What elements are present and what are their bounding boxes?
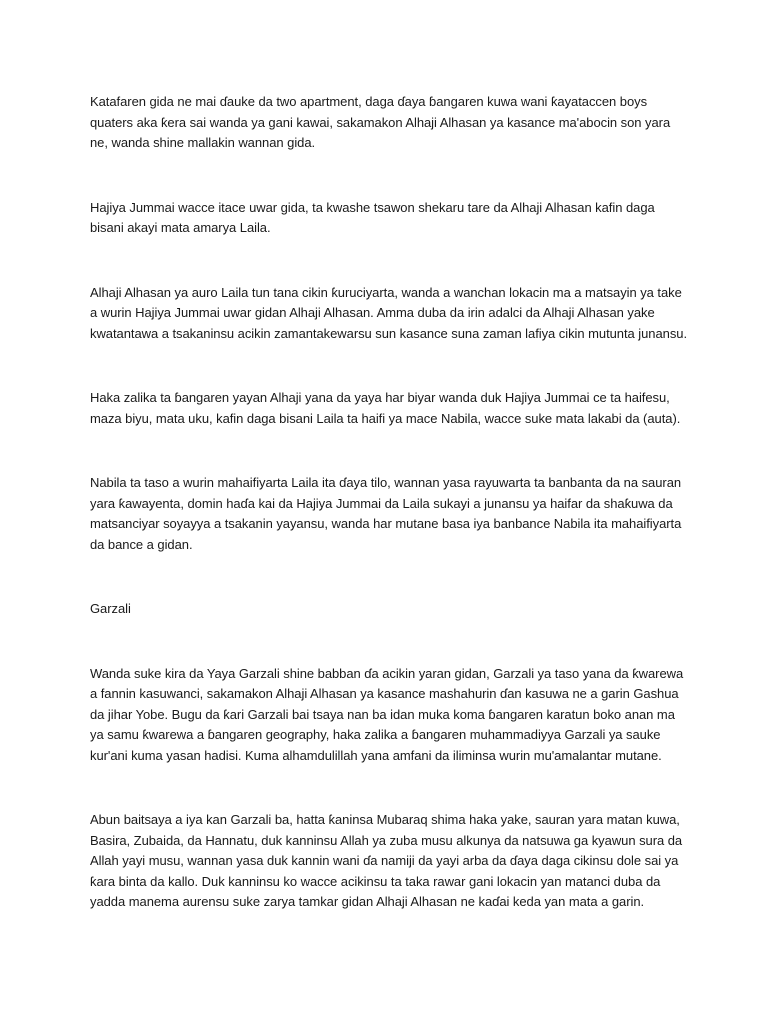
- paragraph-gap: [90, 344, 690, 388]
- paragraph-garzali: Wanda suke kira da Yaya Garzali shine babban ɗa acikin yaran gidan, Garzali ya taso yana da ƙwarewa a fannin kasuwanci, sakamakon Alhaji Alhasan ya kasance mashahurin ɗan kasuwa ne a garin Gashua da jihar Yobe. Bugu da ƙari Garzali bai tsaya nan ba idan muka koma ɓangaren karatun boko anan ma ya samu ƙwarewa a ɓangaren geography, haka zalika a ɓangaren muhammadiyya Garzali ya sauke kur'ani kuma yasan hadisi. Kuma alhamdulillah yana amfani da iliminsa wurin mu'amalantar mutane.: [90, 665, 684, 763]
- paragraph-siblings: Abun baitsaya a iya kan Garzali ba, hatta ƙaninsa Mubaraq shima haka yake, sauran yara matan kuwa, Basira, Zubaida, da Hannatu, duk kanninsu Allah ya zuba musu alkunya da natsuwa ga kyawun sura da Allah yayi musu, wannan yasa duk kannin wani ɗa namiji da yayi arba da ɗaya daga cikinsu dole sai ya ƙara binta da kallo. Duk kanninsu ko wacce acikinsu ta taka rawar gani lokacin yan matanci duba da yadda manema aurensu suke zarya tamkar gidan Alhaji Alhasan ne kaɗai keda yan mata a garin.: [90, 812, 683, 909]
- paragraph-laila: Alhaji Alhasan ya auro Laila tun tana cikin ƙuruciyarta, wanda a wanchan lokacin ma a matsayin ya take a wurin Hajiya Jummai uwar gidan Alhaji Alhasan. Amma duba da irin adalci da Alhaji Alhasan yake kwatantawa a tsakaninsu acikin zamantakewarsu sun kasance suna zaman lafiya cikin mutunta junansu.: [90, 284, 688, 341]
- paragraph-children: Haka zalika ta ɓangaren yayan Alhaji yana da yaya har biyar wanda duk Hajiya Jummai ce ta haifesu, maza biyu, mata uku, kafin daga bisani Laila ta haifi ya mace Nabila, wacce suke mata lakabi da (auta).: [90, 390, 681, 426]
- paragraph-gap: [90, 154, 690, 198]
- paragraph-nabila: Nabila ta taso a wurin mahaifiyarta Laila ita ɗaya tilo, wannan yasa rayuwarta ta banbanta da na sauran yara ƙawayenta, domin haɗa kai da Hajiya Jummai da Laila sukayi a junansu ya haifar da shaƙuwa da matsanciyar soyayya a tsakanin yayansu, wanda har mutane basa iya banbance Nabila ita mahaifiyarta da bance a gidan.: [90, 475, 682, 552]
- section-heading-garzali: Garzali: [90, 601, 131, 616]
- paragraph-hajiya-jummai: Hajiya Jummai wacce itace uwar gida, ta kwashe tsawon shekaru tare da Alhaji Alhasan kafin daga bisani akayi mata amarya Laila.: [90, 199, 655, 235]
- paragraph-apartment: Katafaren gida ne mai ɗauke da two apartment, daga ɗaya ɓangaren kuwa wani ƙayataccen boys quaters aka ƙera sai wanda ya gani kawai, sakamakon Alhaji Alhasan ya kasance ma'abocin son yara ne, wanda shine mallakin wannan gida.: [90, 94, 671, 150]
- paragraph-gap: [90, 429, 690, 473]
- paragraph-gap: [90, 555, 690, 599]
- paragraph-gap: [90, 239, 690, 283]
- document-page: [90, 92, 690, 913]
- paragraph-gap: [90, 766, 690, 810]
- paragraph-gap: [90, 620, 690, 664]
